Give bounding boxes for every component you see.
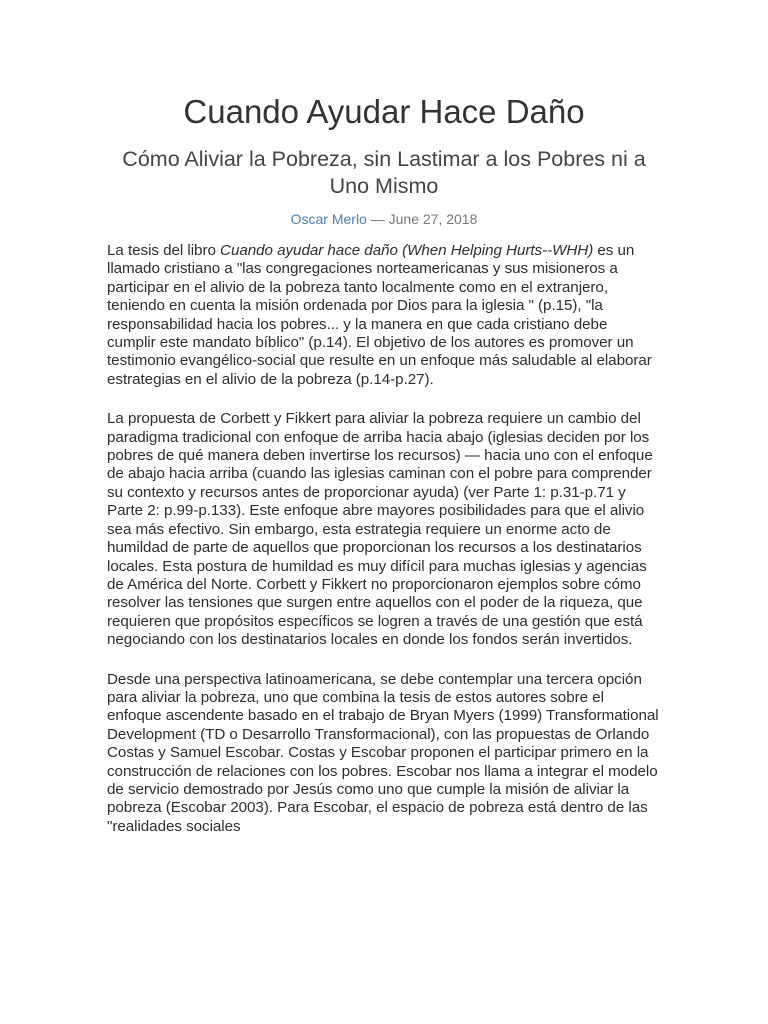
- paragraph-2: La propuesta de Corbett y Fikkert para aliviar la pobreza requiere un cambio del paradigma tradicional con enfoque de arriba hacia abajo (iglesias deciden por los pobres de qué manera deben invertirse los recursos) — hacia uno con el enfoque de abajo hacia arriba (cuando las iglesias caminan con el pobre para comprender su contexto y recursos antes de proporcionar ayuda) (ver Parte 1: p.31-p.71 y Parte 2: p.99-p.133). Este enfoque abre mayores posibilidades para que el alivio sea más efectivo. Sin embargo, esta estrategia requiere un enorme acto de humildad de parte de aquellos que proporcionan los recursos a los destinatarios locales. Esta postura de humildad es muy difícil para muchas iglesias y agencias de América del Norte. Corbett y Fikkert no proporcionaron ejemplos sobre cómo resolver las tensiones que surgen entre aquellos con el poder de la riqueza, que requieren que propósitos específicos se logren a través de una gestión que está negociando con los destinatarios locales en donde los fondos serán invertidos.: [107, 410, 653, 649]
- date-separator: —: [366, 211, 389, 227]
- paragraph-3: Desde una perspectiva latinoamericana, se debe contemplar una tercera opción para aliviar la pobreza, uno que combina la tesis de estos autores sobre el enfoque ascendente basado en el trabajo de Bryan Myers (1999) Transformational Development (TD o Desarrollo Transformacional), con las propuestas de Orlando Costas y Samuel Escobar. Costas y Escobar proponen el participar primero en la construcción de relaciones con los pobres. Escobar nos llama a integrar el modelo de servicio demostrado por Jesús como uno que cumple la misión de aliviar la pobreza (Escobar 2003). Para Escobar, el espacio de pobreza está dentro de las "realidades sociales: [107, 670, 659, 835]
- article-title: Cuando Ayudar Hace Daño: [183, 93, 585, 130]
- byline: [0, 210, 768, 228]
- paragraph-1-intro: La tesis del libro: [107, 242, 221, 259]
- paragraph-1: [107, 242, 659, 389]
- paragraph-1-rest: es un llamado cristiano a "las congregaciones norteamericanas y sus misioneros a participar en el alivio de la pobreza tanto localmente como en el extranjero, teniendo en cuenta la misión ordenada por Dios para la iglesia " (p.15), "la responsabilidad hacia los pobres... y la manera en que cada cristiano debe cumplir este mandato bíblico" (p.14). El objetivo de los autores es promover un testimonio evangélico-social que resulte en un enfoque más saludable al elaborar estrategias en el alivio de la pobreza (p.14-p.27).: [107, 242, 652, 388]
- article-body: [107, 242, 659, 857]
- publish-date: June 27, 2018: [388, 211, 478, 227]
- author-link[interactable]: Oscar Merlo: [290, 211, 367, 227]
- book-title: Cuando ayudar hace daño (When Helping Hurts--WHH): [220, 242, 594, 259]
- article-subtitle: Cómo Aliviar la Pobreza, sin Lastimar a los Pobres ni a Uno Mismo: [122, 147, 646, 198]
